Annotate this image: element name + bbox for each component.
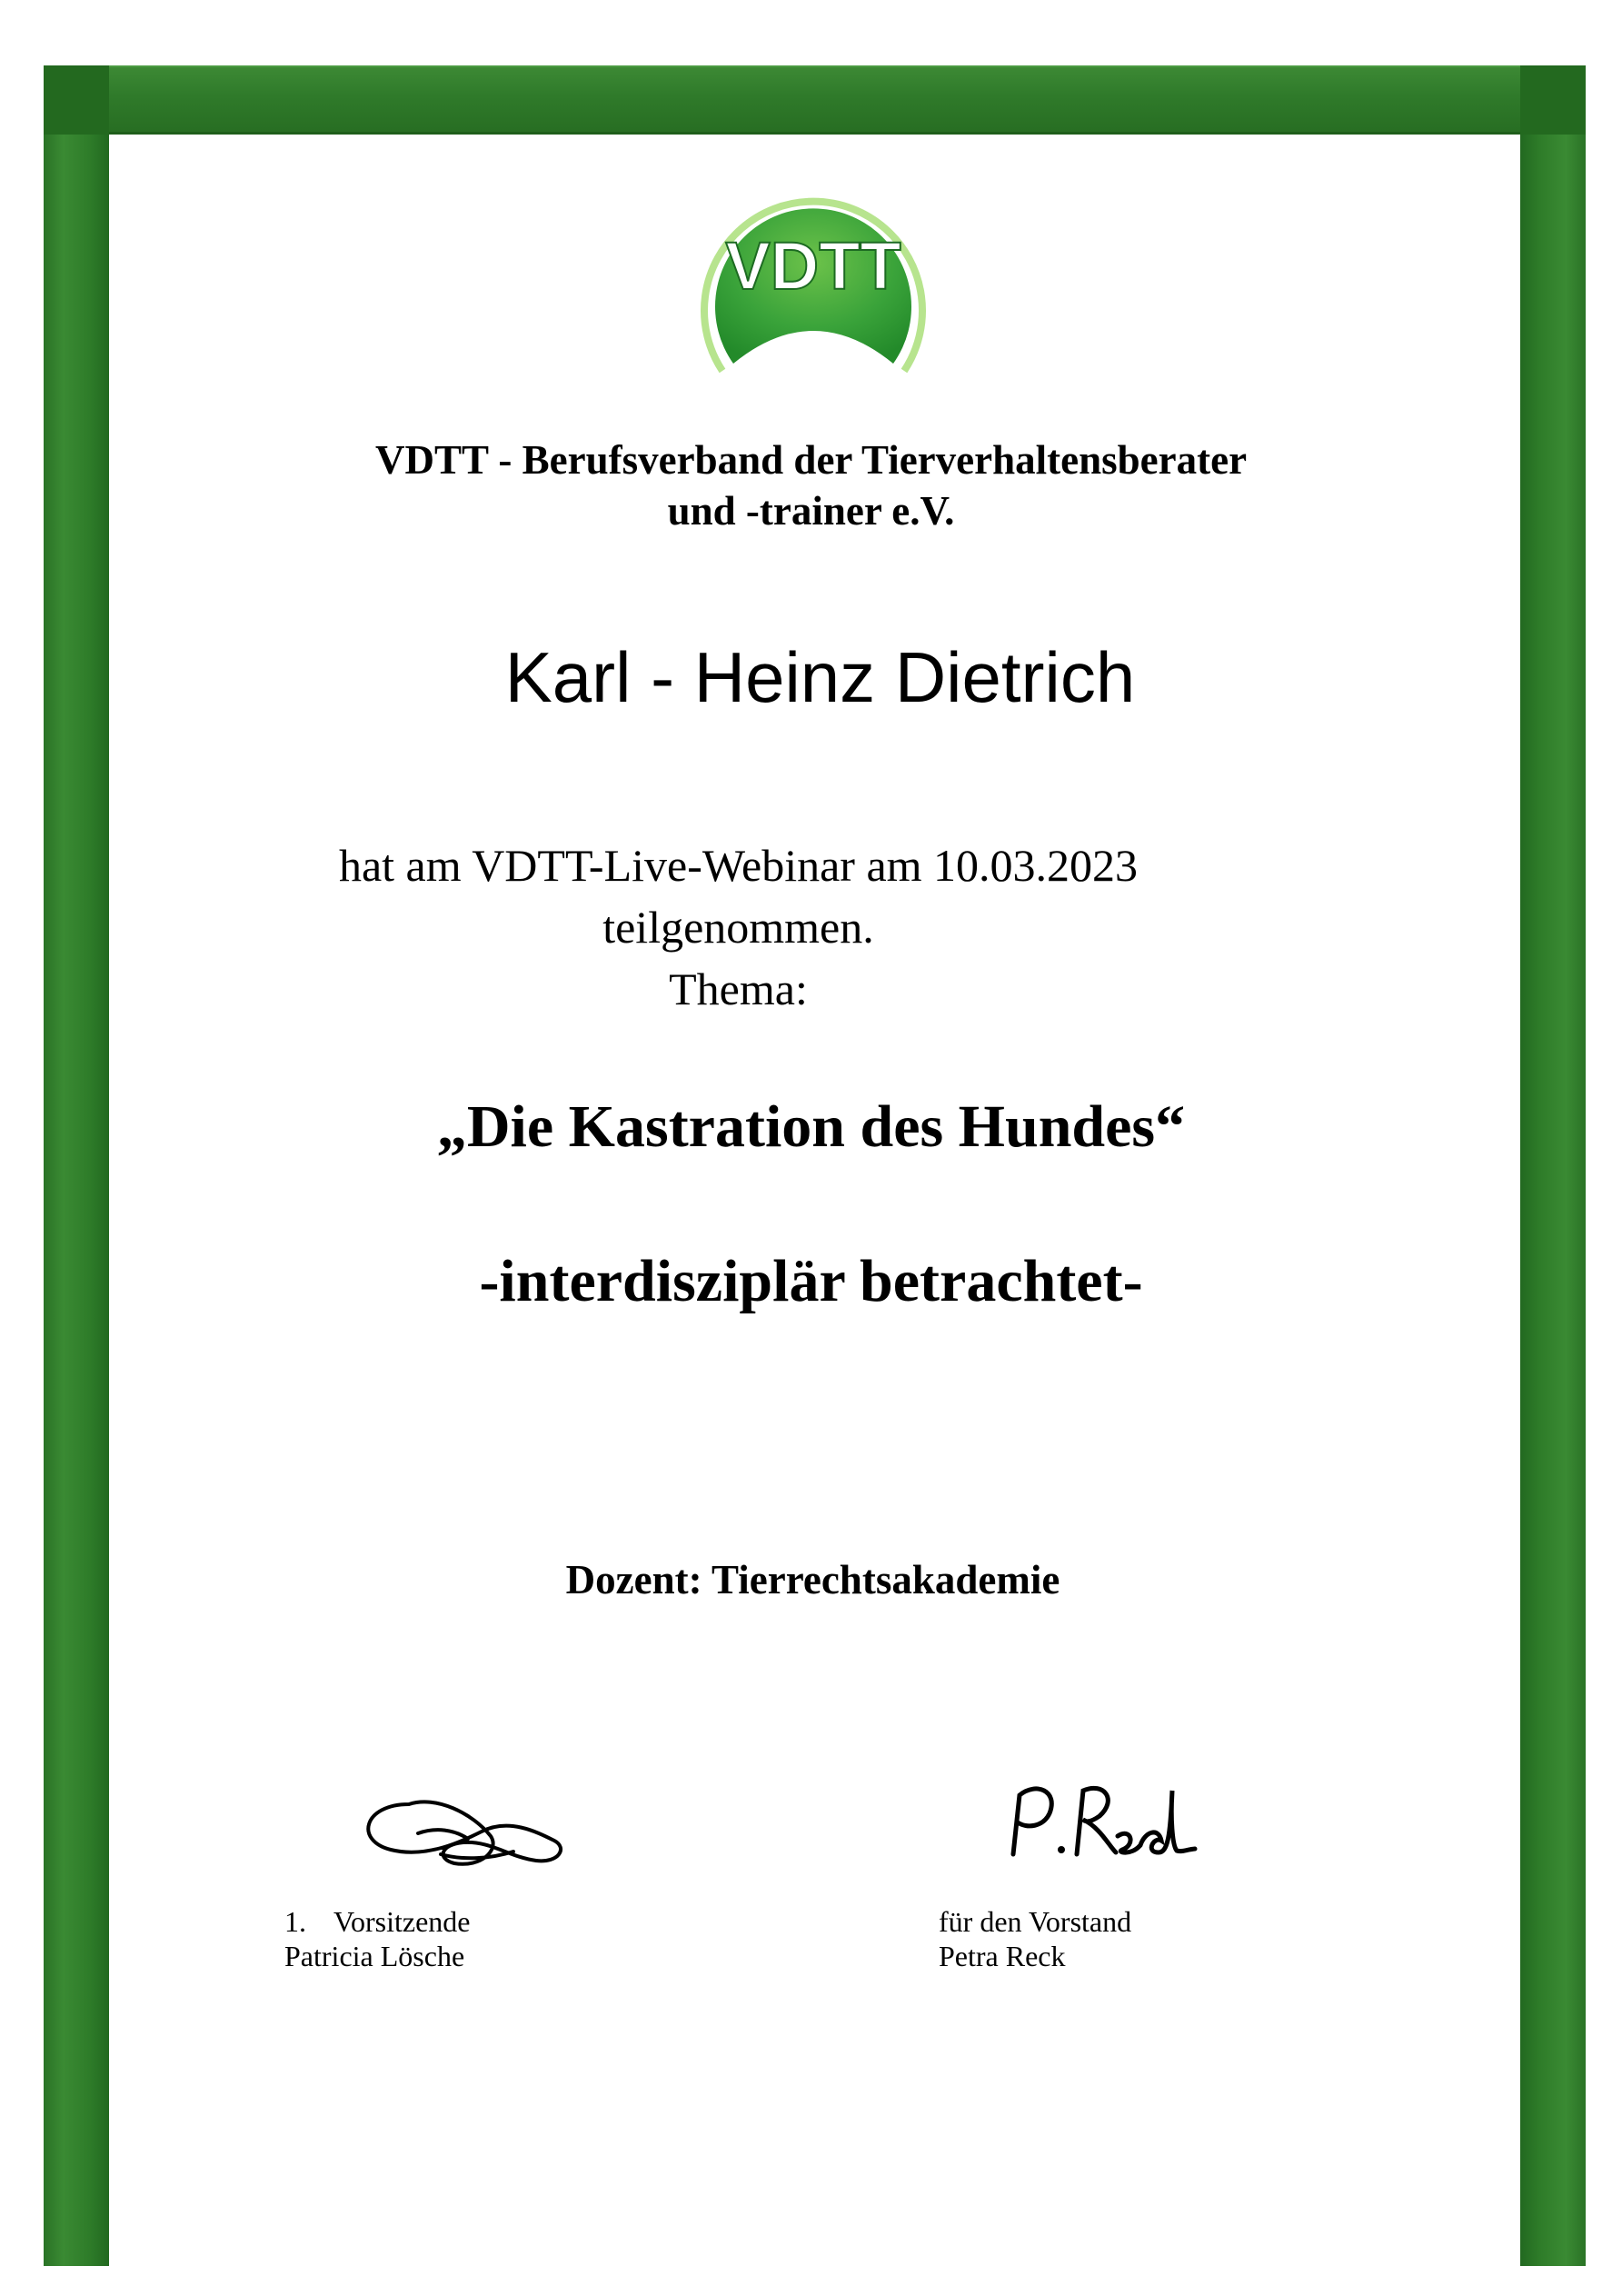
statement-line1: hat am VDTT-Live-Webinar am 10.03.2023 — [338, 840, 1139, 891]
statement-line3: Thema: — [669, 963, 808, 1014]
logo-text: VDTT — [725, 228, 901, 304]
lecturer: Dozent: Tierrechtsakademie — [565, 1557, 1060, 1602]
signature-left — [354, 1777, 572, 1877]
topic-subtitle: -interdisziplär betrachtet- — [479, 1248, 1143, 1314]
vdtt-logo — [668, 153, 959, 389]
frame-top-border — [44, 65, 1586, 135]
recipient-name: Karl - Heinz Dietrich — [504, 637, 1136, 717]
frame-corner-left — [44, 65, 109, 135]
statement-line2: teilgenommen. — [602, 902, 874, 953]
signatory-left — [284, 1904, 470, 1973]
organization-name-line2: und -trainer e.V. — [667, 488, 955, 534]
signatory-right-name: Petra Reck — [939, 1940, 1066, 1972]
signatory-right-role: für den Vorstand — [939, 1905, 1132, 1938]
signatory-left-number: 1. — [284, 1905, 306, 1938]
signatory-left-role: 1. Vorsitzende — [284, 1905, 471, 1938]
signatory-right — [939, 1904, 1131, 1973]
signature-right — [1000, 1772, 1209, 1872]
organization-name-line1: VDTT - Berufsverband der Tierverhaltensberater — [374, 437, 1248, 483]
signatory-left-name: Patricia Lösche — [284, 1940, 465, 1972]
organization-name — [0, 434, 1622, 536]
topic-title: „Die Kastration des Hundes“ — [436, 1093, 1186, 1160]
participation-statement — [0, 834, 1549, 1020]
frame-corner-right — [1520, 65, 1586, 135]
